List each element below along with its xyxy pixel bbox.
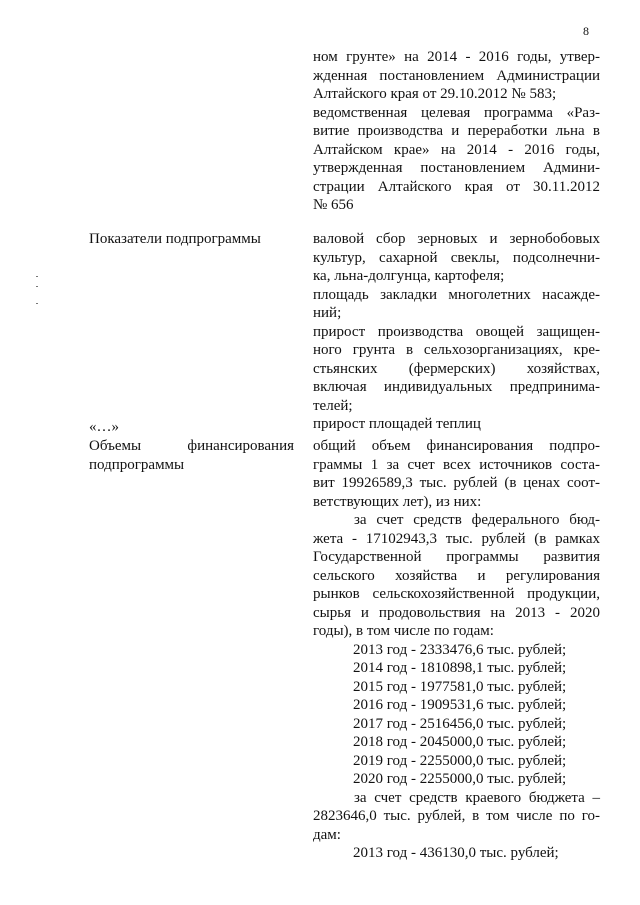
regional-year-line: 2013 год - 436130,0 тыс. рублей; [353, 845, 559, 861]
text-line: Алтайском крае» на 2014 - 2016 годы, [313, 141, 600, 158]
federal-year-line: 2015 год - 1977581,0 тыс. рублей; [353, 678, 567, 695]
text-line: 2823646,0 тыс. рублей, в том числе по го- [313, 808, 600, 824]
text-line: № 656 [313, 197, 354, 213]
federal-year-line: 2016 год - 1909531,6 тыс. рублей; [353, 697, 567, 713]
text-line: прирост производства овощей защищен- [313, 323, 600, 340]
ellipsis-marker: «…» [89, 419, 119, 435]
text-line: жета - 17102943,3 тыс. рублей (в рамках [313, 530, 600, 547]
text-line: телей; [313, 397, 353, 414]
text-line: стьянских (фермерских) хозяйствах, [313, 360, 600, 377]
federal-year-line: 2020 год - 2255000,0 тыс. рублей; [353, 771, 567, 787]
text-line: ка, льна-долгунца, картофеля; [313, 268, 505, 284]
text-line: ном грунте» на 2014 - 2016 годы, утвер- [313, 49, 600, 65]
funding-label [89, 437, 294, 474]
text-line: площадь закладки многолетних насажде- [313, 286, 600, 303]
text-line: за счет средств федерального бюд- [354, 512, 600, 528]
text-line: прирост площадей теплиц [313, 416, 481, 432]
text-line: годы), в том числе по годам: [313, 623, 494, 639]
federal-year-line: 2019 год - 2255000,0 тыс. рублей; [353, 752, 567, 769]
text-line: Алтайского края от 29.10.2012 № 583; [313, 86, 557, 102]
text-line: жденная постановлением Администрации [313, 67, 600, 84]
text-line: вит 19926589,3 тыс. рублей (в ценах соот- [313, 475, 600, 491]
federal-year-line: 2013 год - 2333476,6 тыс. рублей; [353, 641, 567, 658]
funding-label-word: финансирования [187, 438, 294, 454]
text-line: валовой сбор зерновых и зернобобовых [313, 231, 600, 247]
text-line: утвержденная постановлением Админи- [313, 160, 600, 176]
text-line: общий объем финансирования подпро- [313, 438, 600, 454]
text-line: страции Алтайского края от 30.11.2012 [313, 178, 600, 195]
text-line: культур, сахарной свеклы, подсолнечни- [313, 249, 600, 266]
funding-text [313, 437, 600, 863]
text-line: ний; [313, 305, 342, 321]
text-line: ведомственная целевая программа «Раз- [313, 104, 600, 121]
text-line: граммы 1 за счет всех источников соста- [313, 456, 600, 473]
text-line: сырья и продовольствия на 2013 - 2020 [313, 604, 600, 621]
text-line: сельского хозяйства и регулирования [313, 567, 600, 584]
programs-list-continuation [313, 48, 600, 215]
funding-label-word: подпрограммы [89, 456, 185, 473]
federal-year-line: 2017 год - 2516456,0 тыс. рублей; [353, 715, 567, 732]
text-line: включая индивидуальных предпринима- [313, 379, 600, 395]
text-line: ветствующих лет), из них: [313, 493, 482, 510]
text-line: за счет средств краевого бюджета – [354, 789, 600, 806]
federal-year-line: 2014 год - 1810898,1 тыс. рублей; [353, 660, 567, 676]
text-line: Государственной программы развития [313, 549, 600, 565]
indicators-label: Показатели подпрограммы [89, 231, 261, 247]
text-line: ного грунта в сельхозорганизациях, кре- [313, 342, 600, 358]
text-line: витие производства и переработки льна в [313, 123, 600, 139]
text-line: рынков сельскохозяйственной продукции, [313, 586, 600, 602]
text-line: дам: [313, 826, 341, 843]
federal-year-line: 2018 год - 2045000,0 тыс. рублей; [353, 734, 567, 750]
page-number: 8 [583, 24, 589, 38]
funding-label-word: Объемы [89, 438, 142, 454]
indicators-text [313, 230, 600, 434]
